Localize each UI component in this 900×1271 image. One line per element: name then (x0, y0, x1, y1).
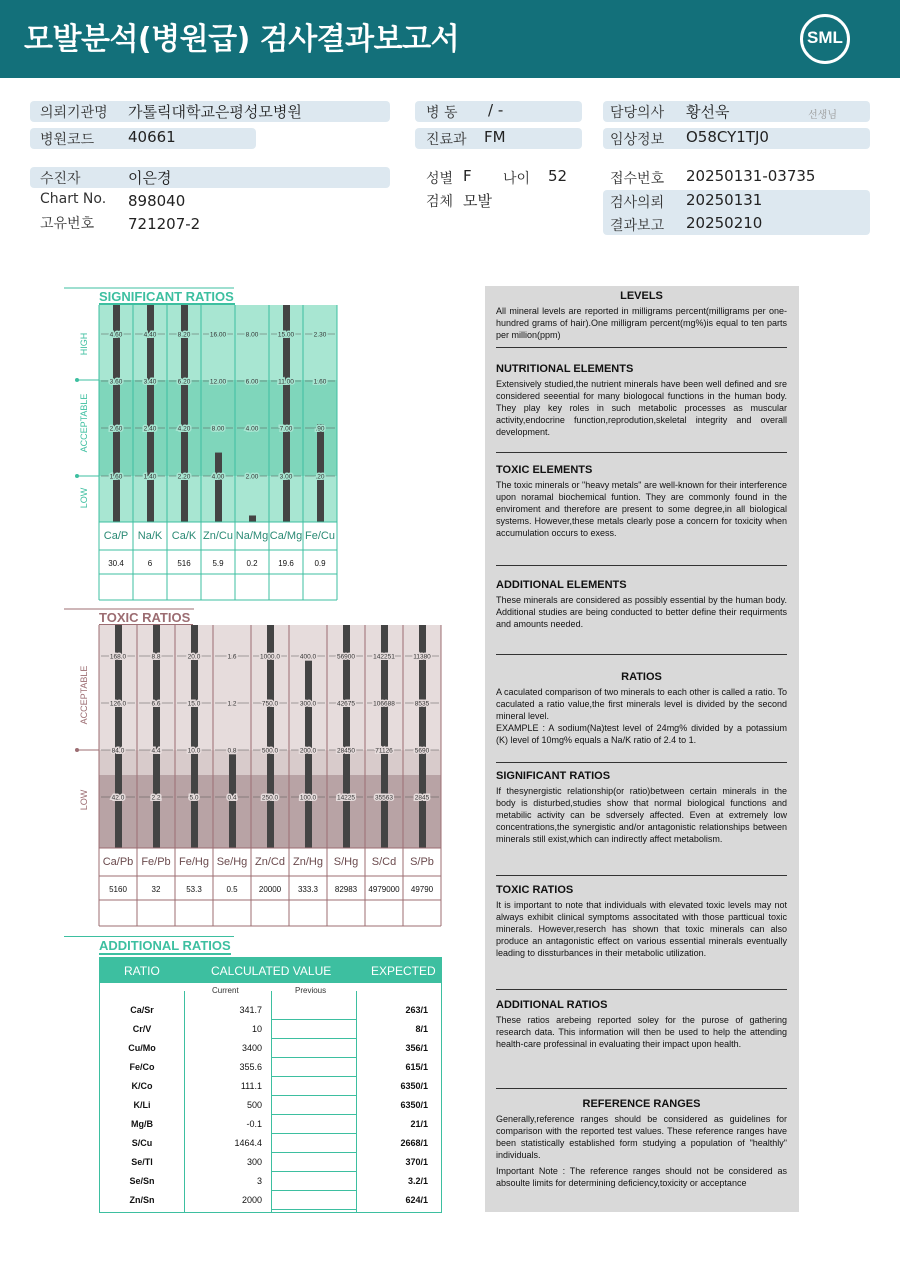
tick-label: 106688 (373, 700, 395, 708)
levels-heading: LEVELS (620, 290, 663, 302)
toxic-ratios-text: It is important to note that individuals with elevated toxic levels may not always exhibit clinical symptoms associtated with those partticual toxic minerals. However,reserch has shown that toxic minerals can also produce an antagonistic effect on various essential minerals eventually leading to dissturbances in their metabolic utilization. (496, 900, 787, 958)
col-previous: Previous (295, 986, 327, 995)
value-label: 53.3 (186, 885, 202, 894)
sex-value: F (463, 167, 472, 185)
sex-label: 성별 (426, 171, 454, 187)
bar-zn-cu (215, 453, 222, 522)
additional-ratios-text: These ratios arebeing reported soley for the purose of gathering research data. This information will then be used to help the attending health-care professinal in evaluating their impact upon health. (496, 1015, 787, 1049)
nutritional-heading: NUTRITIONAL ELEMENTS (496, 363, 634, 375)
tick-label: 6.00 (245, 378, 259, 386)
tick-label: 2845 (414, 794, 430, 802)
divider (496, 452, 787, 453)
ratio-name: Se/Sn (129, 1176, 155, 1186)
row-rule (271, 1019, 356, 1020)
category-label: Zn/Hg (293, 856, 323, 868)
category-label: Fe/Pb (141, 856, 171, 868)
ratio-name: K/Co (131, 1081, 153, 1091)
current-value: 2000 (241, 1195, 262, 1205)
expected-value: 624/1 (405, 1195, 428, 1205)
institution-label: 의뢰기관명 (40, 105, 108, 121)
value-label: 0.9 (314, 559, 326, 568)
value-label: 333.3 (297, 885, 319, 894)
tick-label: 3.40 (143, 378, 157, 386)
row-rule (271, 1095, 356, 1096)
reference-text: Generally,reference ranges should be considered as guidelines for comparison with the reported test values. These reference ranges have been statistically established form studying a population of "healthly" individuals. (496, 1114, 787, 1160)
tick-label: 2.2 (151, 794, 161, 802)
divider (496, 1088, 787, 1089)
tick-label: 84.0 (111, 747, 125, 755)
department-value: FM (484, 128, 506, 146)
value-label: 5160 (109, 885, 127, 894)
ratio-name: Fe/Co (129, 1062, 155, 1072)
divider (496, 762, 787, 763)
expected-value: 263/1 (405, 1005, 428, 1015)
sml-logo (800, 14, 850, 64)
value-label: 49790 (410, 885, 434, 894)
value-label: 30.4 (108, 559, 124, 568)
category-label: Fe/Cu (305, 530, 335, 542)
significant-heading: SIGNIFICANT RATIOS (496, 770, 611, 782)
toxic-elements-text: The toxic minerals or "heavy metals" are well-known for their interference upon noramal biochemical funtion. They are commonly found in the enviroment and therefore are present to some degree,in all biological systems. However,these metals clearly pose a concern for toxicity when accumulation occurs to exess. (496, 480, 788, 538)
additional-elements-text: These minerals are considered as possibly essential by the human body. Additional studies are being conducted to better define their requirments and amounts needed. (496, 595, 787, 629)
tick-label: 4.00 (211, 473, 225, 481)
unique-id-label: 고유번호 (40, 216, 95, 232)
tick-label: 15.0 (187, 700, 201, 708)
zone-label: LOW (79, 487, 89, 509)
ratio-name: Mg/B (131, 1119, 153, 1129)
current-value: 111.1 (240, 1081, 262, 1091)
doctor-value: 황선욱 (686, 103, 730, 121)
tick-label: 2.40 (143, 425, 157, 433)
tick-label: 20.0 (187, 653, 201, 661)
tick-label: 12.00 (209, 378, 227, 386)
row-rule (271, 1152, 356, 1153)
tick-label: 0.8 (227, 747, 237, 755)
reference-note: Important Note : The reference ranges should not be considered as absoulte limits for determining deficiency,toxicity or acceptance (496, 1166, 787, 1188)
request-date-label: 검사의뢰 (610, 195, 665, 211)
tick-label: 4.40 (143, 331, 157, 339)
col-current: Current (212, 986, 239, 995)
expected-value: 370/1 (405, 1157, 428, 1167)
category-label: Ca/K (171, 530, 197, 542)
tick-label: 2.00 (245, 473, 259, 481)
tick-label: .20 (315, 473, 325, 481)
tick-label: 1.60 (109, 473, 123, 481)
value-label: 4979000 (368, 885, 400, 894)
tick-label: 1.2 (227, 700, 237, 708)
zone-label: ACCEPTABLE (79, 665, 89, 725)
tick-label: 15.00 (277, 331, 295, 339)
current-value: 10 (251, 1024, 262, 1034)
category-label: Se/Hg (216, 856, 248, 868)
row-rule (271, 1171, 356, 1172)
request-date-value: 20250131 (686, 191, 763, 209)
report-title: 모발분석(병원급) 검사결과보고서 (24, 22, 460, 57)
value-label: 5.9 (212, 559, 224, 568)
zone-label: ACCEPTABLE (79, 393, 89, 453)
tick-label: 200.0 (299, 747, 317, 755)
col-expected: EXPECTED (371, 964, 436, 978)
tick-label: 8.20 (177, 331, 191, 339)
department-label: 진료과 (426, 132, 467, 148)
row-rule (271, 1114, 356, 1115)
tick-label: 2.20 (177, 473, 191, 481)
clinical-label: 임상정보 (610, 132, 665, 148)
tick-label: 35563 (374, 794, 394, 802)
tick-label: 4.20 (177, 425, 191, 433)
tick-label: 8.8 (151, 653, 161, 661)
value-label: 6 (147, 559, 153, 568)
logo-text: SML (807, 28, 843, 47)
ratios-example: EXAMPLE : A sodium(Na)test level of 24mg% divided by a potassium (K) level of 10mg% equals a Na/K ratio of 2.4 to 1. (496, 723, 787, 745)
hospital-code-value: 40661 (128, 128, 176, 146)
current-value: 3400 (241, 1043, 262, 1053)
ratio-name: Se/Tl (131, 1157, 153, 1167)
tick-label: 56900 (336, 653, 356, 661)
tick-label: 4.00 (245, 425, 259, 433)
category-label: S/Hg (333, 856, 359, 868)
tick-label: 126.0 (109, 700, 127, 708)
tick-label: 142251 (373, 653, 395, 661)
divider (496, 565, 787, 566)
report-date-value: 20250210 (686, 214, 763, 232)
institution-value: 가톨릭대학교은평성모병원 (128, 103, 302, 121)
tick-label: 6.6 (151, 700, 161, 708)
tick-label: 10.0 (187, 747, 201, 755)
tick-label: 1.40 (143, 473, 157, 481)
doctor-label: 담당의사 (610, 105, 665, 121)
ward-value: / - (488, 101, 504, 119)
tick-label: 168.0 (109, 653, 127, 661)
expected-value: 3.2/1 (407, 1176, 428, 1186)
col-divider (184, 991, 185, 1213)
report-date-label: 결과보고 (610, 218, 665, 234)
value-label: 20000 (258, 885, 282, 894)
value-label: 19.6 (278, 559, 294, 568)
divider (496, 654, 787, 655)
tick-label: 2.60 (109, 425, 123, 433)
tick-label: 400.0 (299, 653, 317, 661)
tick-label: 2.30 (313, 331, 327, 339)
tick-label: 8535 (414, 700, 430, 708)
zone-marker-dot (75, 474, 79, 478)
nutritional-text: Extensively studied,the nutrient minerals have been well defined and sre considered seeential for many biologocal functions in the human body. They play key roles in such metabolic processes as muscular activity,endocrine function,reprodution,skeletal integrity and overall development. (496, 379, 787, 437)
zone-marker-dot (75, 378, 79, 382)
tick-label: 750.0 (261, 700, 279, 708)
divider (496, 989, 787, 990)
zone-label: HIGH (79, 332, 89, 356)
ratio-name: Cu/Mo (128, 1043, 156, 1053)
tick-label: 5690 (414, 747, 430, 755)
patient-value: 이은경 (128, 169, 172, 187)
tick-label: 42.0 (111, 794, 125, 802)
tick-label: 42675 (336, 700, 356, 708)
divider (496, 347, 787, 348)
tick-label: 500.0 (261, 747, 279, 755)
tick-label: 1.6 (227, 653, 237, 661)
value-label: 32 (151, 885, 161, 894)
tick-label: 28450 (336, 747, 356, 755)
tick-label: 1.60 (313, 378, 327, 386)
additional-ratios-heading: ADDITIONAL RATIOS (496, 999, 608, 1011)
significant-text: If thesynergistic relationship(or ratio)between certain minerals in the body is disturbed,studies show that normal biological functions and metabilic activity can be sdversely affected. Even at extremely low concentrations,the synergistic and/or antagonistic relationships between minerals still exist,which can indirectly affect metabolism. (496, 786, 787, 844)
tick-label: 6.20 (177, 378, 191, 386)
tick-label: 7.00 (279, 425, 293, 433)
row-rule (271, 1190, 356, 1191)
receipt-label: 접수번호 (610, 171, 665, 187)
ratio-name: Zn/Sn (129, 1195, 155, 1205)
tick-label: 8.00 (211, 425, 225, 433)
clinical-value: O58CY1TJ0 (686, 128, 769, 146)
additional-rule (64, 936, 234, 937)
current-value: 341.7 (239, 1005, 262, 1015)
expected-value: 6350/1 (400, 1081, 428, 1091)
ratio-name: K/Li (133, 1100, 151, 1110)
row-rule (271, 1209, 356, 1210)
expected-value: 8/1 (415, 1024, 428, 1034)
zone-label: LOW (79, 789, 89, 811)
age-value: 52 (548, 167, 568, 185)
tick-label: 16.00 (209, 331, 227, 339)
current-value: 3 (256, 1176, 262, 1186)
value-label: 516 (177, 559, 191, 568)
tick-label: 71126 (375, 747, 393, 755)
category-label: Na/K (137, 530, 163, 542)
tick-label: 11380 (413, 653, 431, 661)
tick-label: 1000.0 (260, 653, 280, 661)
expected-value: 615/1 (405, 1062, 428, 1072)
tick-label: 8.00 (245, 331, 259, 339)
specimen-value: 모발 (463, 192, 492, 210)
expected-value: 21/1 (410, 1119, 428, 1129)
tick-label: 5.0 (189, 794, 199, 802)
category-label: Ca/Mg (269, 530, 303, 542)
row-rule (271, 1038, 356, 1039)
category-label: Fe/Hg (179, 856, 209, 868)
bar-na-mg (249, 515, 256, 522)
col-calculated: CALCULATED VALUE (211, 964, 332, 978)
category-label: Ca/P (103, 530, 129, 542)
chart-title: SIGNIFICANT RATIOS (99, 289, 234, 304)
toxic-elements-heading: TOXIC ELEMENTS (496, 464, 593, 476)
age-label: 나이 (503, 171, 531, 187)
category-label: Zn/Cu (203, 530, 233, 542)
row-rule (271, 1133, 356, 1134)
row-rule (271, 1076, 356, 1077)
tick-label: .90 (315, 425, 325, 433)
ratios-text: A caculated comparison of two minerals to each other is called a ratio. To caculated a ratio value,the first minerals level is divided by the second mineral level. (496, 687, 787, 721)
current-value: 500 (246, 1100, 262, 1110)
category-label: Zn/Cd (255, 856, 285, 868)
expected-value: 2668/1 (400, 1138, 428, 1148)
hospital-code-label: 병원코드 (40, 132, 95, 148)
zone-marker-dot (75, 748, 79, 752)
value-label: 0.5 (226, 885, 238, 894)
ratio-name: S/Cu (131, 1138, 153, 1148)
specimen-label: 검체 (426, 194, 454, 210)
additional-header (99, 957, 442, 983)
additional-elements-heading: ADDITIONAL ELEMENTS (496, 579, 627, 591)
current-value: 300 (246, 1157, 262, 1167)
unique-id-value: 721207-2 (128, 215, 201, 233)
doctor-suffix: 선생님 (808, 110, 837, 121)
reference-heading: REFERENCE RANGES (582, 1098, 701, 1110)
ratio-name: Ca/Sr (130, 1005, 154, 1015)
tick-label: 14225 (336, 794, 356, 802)
ratio-name: Cr/V (132, 1024, 152, 1034)
col-divider (271, 991, 272, 1213)
tick-label: 11.00 (278, 378, 294, 386)
receipt-value: 20250131-03735 (686, 167, 816, 185)
col-divider (356, 991, 357, 1213)
tick-label: 100.0 (299, 794, 317, 802)
tick-label: 0.4 (227, 794, 237, 802)
patient-label: 수진자 (40, 171, 81, 187)
value-label: 0.2 (246, 559, 258, 568)
category-label: S/Pb (410, 856, 434, 868)
expected-value: 356/1 (405, 1043, 428, 1053)
additional-title: ADDITIONAL RATIOS (99, 938, 231, 953)
levels-text: All mineral levels are reported in milligrams percent(milligrams per one-hundred grams of hair).One milligram percent(mg%)is equal to ten parts per million(ppm) (496, 306, 787, 340)
ward-label: 병 동 (426, 105, 458, 121)
tick-label: 250.0 (261, 794, 279, 802)
toxic-ratios-heading: TOXIC RATIOS (496, 884, 574, 896)
col-ratio: RATIO (124, 964, 160, 978)
divider (496, 875, 787, 876)
row-rule (271, 1057, 356, 1058)
zone-band (99, 305, 337, 380)
expected-value: 6350/1 (400, 1100, 428, 1110)
current-value: 355.6 (239, 1062, 262, 1072)
current-value: 1464.4 (234, 1138, 262, 1148)
tick-label: 3.00 (279, 473, 293, 481)
tick-label: 300.0 (299, 700, 317, 708)
category-label: Na/Mg (235, 530, 269, 542)
tick-label: 3.60 (109, 378, 123, 386)
tick-label: 4.60 (109, 331, 123, 339)
value-label: 82983 (334, 885, 358, 894)
category-label: Ca/Pb (102, 856, 134, 868)
additional-table (99, 983, 442, 1213)
category-label: S/Cd (371, 856, 397, 868)
current-value: -0.1 (246, 1119, 262, 1129)
tick-label: 4.4 (151, 747, 161, 755)
chart-no-value: 898040 (128, 192, 186, 210)
chart-title: TOXIC RATIOS (99, 610, 191, 625)
ratios-heading: RATIOS (621, 671, 662, 683)
chart-no-label: Chart No. (40, 191, 107, 207)
explanation-panel (485, 286, 799, 1212)
